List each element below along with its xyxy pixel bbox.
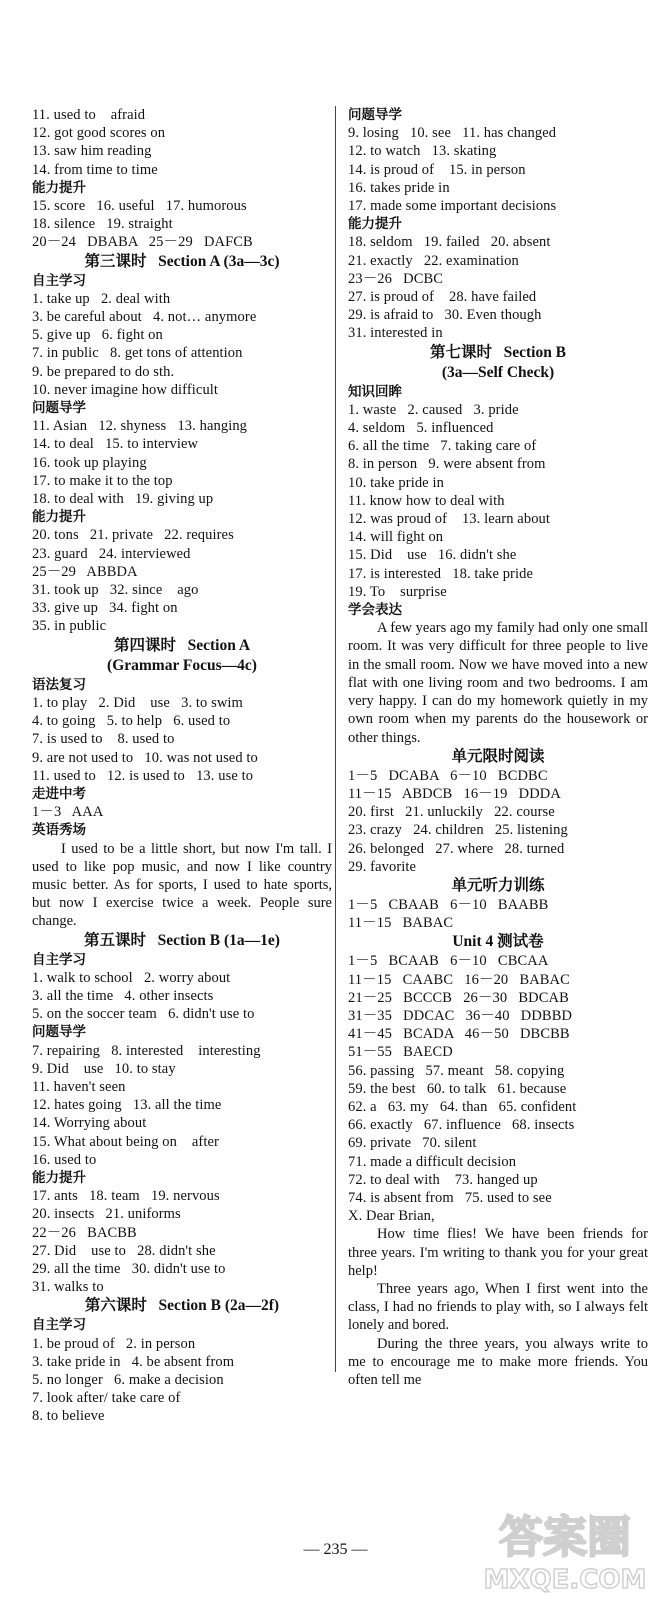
section-heading: 自主学习 (32, 272, 86, 289)
answer-line: 71. made a difficult decision (348, 1153, 517, 1170)
answer-line: 23. crazy 24. children 25. listening (348, 822, 568, 839)
answer-line: 1－5 CBAAB 6－10 BAABB (348, 896, 549, 913)
answer-line: 1. be proud of 2. in person (32, 1335, 196, 1352)
section-heading: 能力提升 (32, 1169, 86, 1186)
answer-line: 17. to make it to the top (32, 472, 173, 489)
answer-line: 15. What about being on after (32, 1133, 219, 1150)
answer-line: 20－24 DBABA 25－29 DAFCB (32, 234, 253, 251)
answer-line: 14. will fight on (348, 529, 444, 546)
answer-line: 1－5 DCABA 6－10 BCDBC (348, 767, 548, 784)
right-column (348, 106, 648, 1389)
answer-line: 12. got good scores on (32, 125, 166, 142)
section-heading: 语法复习 (32, 676, 86, 693)
answer-line: 4. seldom 5. influenced (348, 420, 494, 437)
answer-line: 7. look after/ take care of (32, 1390, 181, 1407)
answer-line: 5. on the soccer team 6. didn't use to (32, 1006, 255, 1023)
lesson-title: 第七课时 Section B (429, 343, 567, 361)
answer-line: 11－15 CAABC 16－20 BABAC (348, 971, 570, 988)
answer-line: 6. all the time 7. taking care of (348, 438, 537, 455)
answer-line: 18. seldom 19. failed 20. absent (348, 234, 551, 251)
lesson-title: 单元听力训练 (451, 876, 545, 894)
answer-line: 21－25 BCCCB 26－30 BDCAB (348, 989, 569, 1006)
answer-line: 10. take pride in (348, 474, 444, 491)
answer-line: 31. interested in (348, 325, 443, 342)
answer-line: 1. waste 2. caused 3. pride (348, 401, 519, 418)
answer-line: 12. hates going 13. all the time (32, 1097, 222, 1114)
answer-line: 16. used to (32, 1151, 97, 1168)
section-heading: 问题导学 (348, 107, 402, 123)
lesson-title: Unit 4 测试卷 (452, 933, 544, 951)
answer-line: 11－15 ABDCB 16－19 DDDA (348, 785, 561, 802)
answer-line: 8. to believe (32, 1408, 105, 1425)
answer-line: 1－5 BCAAB 6－10 CBCAA (348, 953, 549, 970)
answer-line: 9. be prepared to do sth. (32, 363, 175, 380)
answer-line: 5. no longer 6. make a decision (32, 1372, 224, 1388)
answer-line: 16. took up playing (32, 454, 147, 471)
answer-line: 33. give up 34. fight on (32, 600, 178, 617)
section-heading: 能力提升 (348, 216, 402, 233)
answer-line: 18. to deal with 19. giving up (32, 491, 214, 508)
answer-line: 15. score 16. useful 17. humorous (32, 198, 247, 215)
answer-line: 66. exactly 67. influence 68. insects (348, 1117, 575, 1134)
answer-line: 5. give up 6. fight on (32, 327, 163, 344)
watermark-url: MXQE.COM (483, 1565, 647, 1595)
answer-line: 12. was proud of 13. learn about (348, 511, 551, 528)
answer-line: 29. all the time 30. didn't use to (32, 1260, 226, 1277)
column-divider (335, 106, 336, 1372)
essay-paragraph: During the three years, you always write to me to encourage me to make more friends. You often tell me (348, 1335, 648, 1388)
answer-line: 74. is absent from 75. used to see (348, 1189, 552, 1206)
answer-line: 27. is proud of 28. have failed (348, 289, 537, 306)
answer-line: 7. repairing 8. interested interesting (32, 1042, 261, 1059)
answer-line: 26. belonged 27. where 28. turned (348, 840, 565, 857)
answer-line: 23. guard 24. interviewed (32, 545, 191, 562)
answer-line: 17. ants 18. team 19. nervous (32, 1188, 220, 1205)
answer-line: 15. Did use 16. didn't she (348, 547, 517, 564)
section-heading: 问题导学 (32, 1024, 86, 1041)
answer-line: 31－35 DDCAC 36－40 DDBBD (348, 1007, 573, 1024)
answer-line: 62. a 63. my 64. than 65. confident (348, 1098, 577, 1115)
left-column (32, 106, 332, 1426)
answer-line: 11－15 BABAC (348, 915, 454, 932)
answer-line: 21. exactly 22. examination (348, 252, 519, 269)
answer-line: X. Dear Brian, (348, 1208, 435, 1225)
answer-line: 3. all the time 4. other insects (32, 987, 214, 1004)
answer-line: 56. passing 57. meant 58. copying (348, 1062, 565, 1079)
section-heading: 自主学习 (32, 951, 86, 968)
answer-line: 41－45 BCADA 46－50 DBCBB (348, 1026, 570, 1043)
answer-line: 4. to going 5. to help 6. used to (32, 713, 231, 730)
answer-line: 20. tons 21. private 22. requires (32, 527, 234, 544)
answer-line: 31. walks to (32, 1279, 104, 1296)
essay-paragraph: Three years ago, When I first went into the class, I had no friends to play with, so I always felt lonely and bored. (348, 1280, 648, 1334)
answer-line: 29. is afraid to 30. Even though (348, 307, 542, 324)
answer-line: 16. takes pride in (348, 179, 450, 196)
watermark-text: 答案圈 (499, 1512, 631, 1563)
answer-line: 11. haven't seen (32, 1078, 126, 1095)
section-heading: 英语秀场 (32, 822, 86, 839)
answer-line: 59. the best 60. to talk 61. because (348, 1080, 567, 1097)
page-number: — 235 — (303, 1541, 368, 1558)
essay-paragraph: A few years ago my family had only one small room. It was very difficult for three people to live in the small room. Now we have moved into a new flat with one living room and two bedrooms. I am very happy. I can do my homework quietly in my own room when my parents do the housework or other things. (348, 620, 649, 746)
answer-line: 22－26 BACBB (32, 1224, 137, 1241)
lesson-title: 第六课时 Section B (2a—2f) (84, 1297, 280, 1315)
answer-line: 11. know how to deal with (348, 492, 505, 509)
answer-line: 31. took up 32. since ago (32, 582, 199, 599)
lesson-title: 第五课时 Section B (1a—1e) (84, 931, 280, 949)
lesson-title: 第四课时 Section A (113, 636, 251, 654)
lesson-title: 单元限时阅读 (451, 747, 545, 765)
essay-paragraph: I used to be a little short, but now I'm tall. I used to like pop music, and now I like country music better. As for sports, I used to hate sports, but now I exercise twice a week. People sure change. (32, 840, 332, 930)
answer-line: 7. is used to 8. used to (32, 731, 175, 748)
answer-line: 11. Asian 12. shyness 13. hanging (32, 418, 248, 435)
answer-line: 17. is interested 18. take pride (348, 565, 534, 582)
lesson-title: 第三课时 Section A (3a—3c) (84, 252, 280, 270)
answer-line: 29. favorite (348, 858, 417, 875)
section-heading: 能力提升 (32, 509, 86, 526)
answer-line: 19. To surprise (348, 583, 447, 600)
answer-line: 1－3 AAA (32, 804, 104, 821)
answer-line: 10. never imagine how difficult (32, 381, 219, 398)
lesson-title: (3a—Self Check) (441, 363, 555, 381)
section-heading: 走进中考 (32, 785, 86, 802)
answer-line: 3. take pride in 4. be absent from (32, 1353, 235, 1370)
answer-line: 3. be careful about 4. not… anymore (32, 309, 257, 326)
answer-line: 51－55 BAECD (348, 1044, 453, 1061)
answer-line: 1. take up 2. deal with (32, 290, 171, 307)
answer-line: 69. private 70. silent (348, 1135, 477, 1152)
answer-line: 1. walk to school 2. worry about (32, 969, 231, 986)
answer-line: 17. made some important decisions (348, 198, 557, 215)
answer-line: 18. silence 19. straight (32, 216, 173, 233)
answer-line: 12. to watch 13. skating (348, 143, 497, 160)
answer-line: 14. Worrying about (32, 1115, 147, 1132)
answer-line: 35. in public (32, 618, 107, 635)
section-heading: 知识回眸 (348, 383, 402, 400)
essay-paragraph: How time flies! We have been friends for three years. I'm writing to thank you for your great help! (348, 1226, 648, 1279)
answer-line: 23－26 DCBC (348, 270, 444, 287)
answer-line: 72. to deal with 73. hanged up (348, 1171, 538, 1188)
answer-line: 9. are not used to 10. was not used to (32, 749, 258, 766)
answer-line: 7. in public 8. get tons of attention (32, 345, 243, 362)
answer-line: 11. used to afraid (32, 107, 146, 123)
answer-line: 20. insects 21. uniforms (32, 1206, 181, 1223)
answer-line: 14. to deal 15. to interview (32, 436, 199, 453)
section-heading: 自主学习 (32, 1317, 86, 1334)
section-heading: 学会表达 (348, 602, 402, 619)
answer-line: 25－29 ABBDA (32, 563, 138, 580)
answer-line: 9. losing 10. see 11. has changed (348, 125, 557, 142)
answer-line: 1. to play 2. Did use 3. to swim (32, 694, 243, 711)
lesson-title: (Grammar Focus—4c) (107, 656, 257, 674)
answer-line: 9. Did use 10. to stay (32, 1060, 176, 1077)
answer-line: 20. first 21. unluckily 22. course (348, 804, 555, 821)
section-heading: 能力提升 (32, 179, 86, 196)
answer-line: 27. Did use to 28. didn't she (32, 1242, 216, 1259)
answer-line: 8. in person 9. were absent from (348, 456, 546, 473)
answer-line: 14. from time to time (32, 161, 158, 178)
watermark-logo (470, 1500, 660, 1595)
answer-line: 11. used to 12. is used to 13. use to (32, 767, 254, 784)
section-heading: 问题导学 (32, 400, 86, 417)
answer-line: 13. saw him reading (32, 143, 152, 160)
answer-line: 14. is proud of 15. in person (348, 161, 526, 178)
